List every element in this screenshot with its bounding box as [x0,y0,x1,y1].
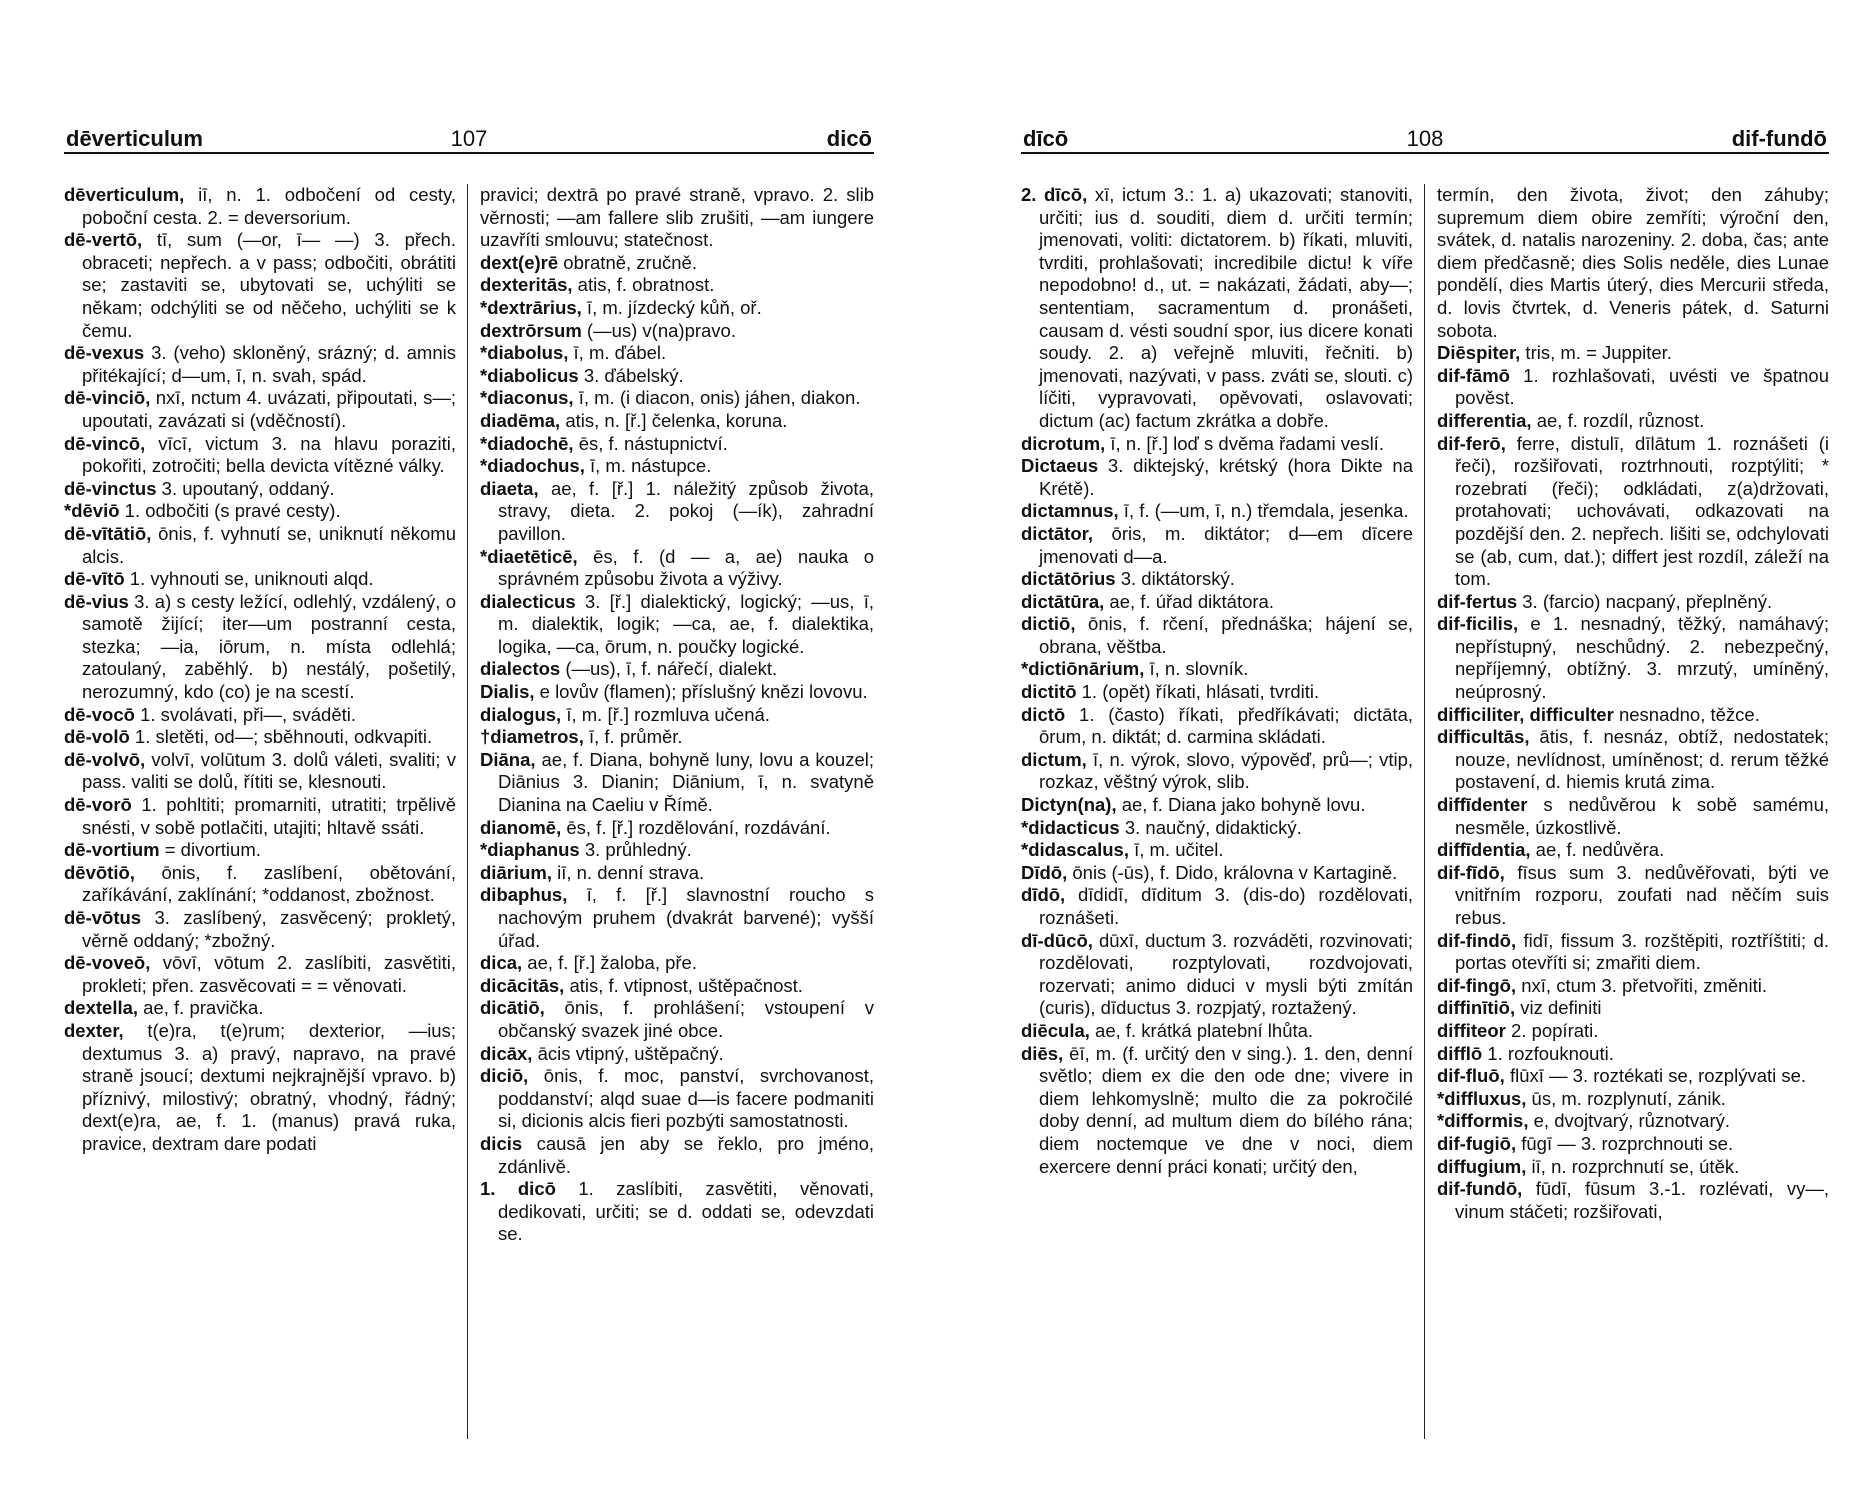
dictionary-entry [480,591,874,659]
entry-headword: dianomē, [480,816,562,838]
entry-headword: difficultās, [1437,726,1530,748]
entry-definition: 1. rozhlašovati, uvésti ve špatnou pověst. [1455,364,1829,409]
entry-definition: tī, sum (—or, ī— —) 3. přech. obraceti; nepřech. a v pass; odbočiti, obrátiti se; zastaviti se, ubytovati se, uchýliti se někam; odchýliti se od něčeho, uchýliti se k čemu. [82,229,456,341]
dictionary-column [480,184,874,1246]
entry-definition: dīdidī, dīditum 3. (dis-do) rozdělovati, roznášeti. [1039,884,1413,928]
entry-definition: t(e)ra, t(e)rum; dexterior, —ius; dextumus 3. a) pravý, napravo, na pravé straně jsoucí; dextumi nejkrajnější vpravo. b) příznivý, milostivý; obratný, vhodný, řádný; dext(e)ra, ae, f. 1. (manus) pravá ruka, pravice, dextram dare podati [82,1019,456,1154]
entry-definition: ēs, f. (d — a, ae) nauka o správném způsobu života a výživy. [498,545,874,590]
running-head-right: dif-fundō [1731,126,1827,151]
entry-definition: atis, f. obratnost. [572,274,715,296]
dictionary-entry [480,433,874,456]
entry-definition: 3. upoutaný, oddaný. [156,477,335,499]
entry-definition: 3. (veho) skloněný, srázný; d. amnis přitékající; d—um, ī, n. svah, spád. [82,342,456,386]
dictionary-entry [1021,613,1413,658]
dictionary-entry [480,320,874,343]
dictionary-entry [480,726,874,749]
dictionary-entry [480,387,874,410]
dictionary-entry [1021,681,1413,704]
dictionary-entry [1437,1065,1829,1088]
running-head-right: dicō [826,126,872,151]
dictionary-column [64,184,456,1156]
entry-headword: diffīdentia, [1437,839,1531,861]
dictionary-entry [1021,658,1413,681]
entry-definition: tris, m. = Juppiter. [1520,342,1672,364]
dictionary-entry [1021,568,1413,591]
dictionary-entry [1437,1020,1829,1043]
dictionary-entry [64,433,456,478]
entry-headword: dica, [480,952,523,974]
entry-definition: 1. sletěti, od—; sběhnouti, odkvapiti. [129,726,433,748]
entry-definition: 1. zaslíbiti, zasvětiti, věnovati, dedikovati, určiti; se d. oddati se, odevzdati se. [498,1178,874,1245]
entry-headword: dictō [1021,703,1066,725]
dictionary-entry [1021,591,1413,614]
entry-definition: e, dvojtvarý, různotvarý. [1528,1110,1731,1132]
dictionary-entry [480,975,874,998]
dictionary-entry [1437,975,1829,998]
entry-headword: *diaphanus [480,839,580,861]
entry-headword: diffīdenter [1437,794,1528,816]
entry-definition: e 1. nesnadný, těžký, namáhavý; nepřístupný, neschůdný. 2. nebezpečný, nepříjemný, obtížný. 3. mrzutý, umíněný, neúprosný. [1455,613,1829,703]
dictionary-entry [480,478,874,546]
entry-definition: ī, m. učitel. [1128,839,1224,861]
dictionary-entry [1437,930,1829,975]
entry-definition: ī, m. (i diacon, onis) jáhen, diakon. [573,387,861,409]
entry-definition: 3. zaslíbený, zasvěcený; prokletý, věrně oddaný; *zbožný. [82,907,456,951]
dictionary-entry [1437,1178,1829,1223]
dictionary-entry [1021,523,1413,568]
entry-definition: 3. naučný, didaktický. [1119,816,1302,838]
entry-definition: ī, f. průměr. [583,726,683,748]
dictionary-entry [480,952,874,975]
dictionary-entry [64,839,456,862]
entry-headword: *didascalus, [1021,839,1129,861]
entry-definition: ī, m. jízdecký kůň, oř. [581,296,762,318]
entry-headword: dif-fingō, [1437,974,1517,996]
dictionary-entry [64,749,456,794]
dictionary-entry [1437,862,1829,930]
entry-definition: ī, f. [ř.] slavnostní roucho s nachovým pruhem (dvakrát barvené); vyšší úřad. [498,884,874,951]
entry-definition: ōnis, f. moc, panství, svrchovanost, poddanství; alqd suae d—is facere podmaniti si, dicionis alcis fieri pozbýti samostatnosti. [498,1065,874,1132]
entry-definition: ae, f. pravička. [138,997,264,1019]
entry-definition: ōnis, f. rčení, přednáška; hájení se, obrana, věštba. [1039,613,1413,657]
dictionary-entry [1021,433,1413,456]
entry-definition: = divortium. [159,839,261,861]
dictionary-entry [1021,1020,1413,1043]
dictionary-entry [480,704,874,727]
dictionary-entry [480,862,874,885]
entry-headword: dēverticulum, [64,184,185,205]
entry-definition: (—us) v(na)pravo. [581,319,736,341]
entry-headword: *dictiōnārium, [1021,658,1145,680]
entry-headword: *dēviō [64,500,120,522]
dictionary-entry [64,478,456,501]
dictionary-entry [64,726,456,749]
entry-definition: 1. (často) říkati, předříkávati; dictāta, ōrum, n. diktát; d. carmina skládati. [1039,703,1413,748]
dictionary-entry [1021,817,1413,840]
entry-definition: e lovův (flamen); příslušný knězi lovovu. [534,681,868,703]
entry-headword: dialectos [480,658,561,680]
entry-definition: nesnadno, těžce. [1613,703,1760,725]
dictionary-entry [480,274,874,297]
entry-headword: dictātūra, [1021,590,1105,612]
entry-headword: †diametros, [480,726,584,748]
dictionary-entry [1437,1156,1829,1179]
entry-definition: xī, ictum 3.: 1. a) ukazovati; stanoviti, určiti; ius d. souditi, diem d. určiti termín; jmenovati, voliti: dictatorem. b) říkati, mluviti, tvrditi, prohlašovati; incredibile dictu! k víře nepodobno! d., ut. = nakázati, žádati, aby—; sententiam, sacramentum d. pronášeti, causam d. vésti soudní spor, ius dicere konati soudy. 2. a) veřejně mluviti, řečniti. b) jmenovati, nazývati, v pass. zváti se, slouti. c) líčiti, vypravovati, opěvovati, oslavovati; dictum (ac) factum zkrátka a dobře. [1039,184,1413,431]
entry-headword: dē-vertō, [64,229,143,251]
dictionary-entry [1021,862,1413,885]
entry-definition: 1. odbočiti (s pravé cesty). [119,500,341,522]
entry-headword: *difformis, [1437,1110,1529,1132]
entry-definition: vīcī, victum 3. na hlavu poraziti, pokořiti, zotročiti; bella devicta vítězné války. [82,432,456,477]
dictionary-column [1437,184,1829,1223]
entry-headword: dif-ferō, [1437,432,1506,454]
running-head-left: dēverticulum [66,126,203,151]
entry-headword: *diaetēticē, [480,545,578,567]
entry-definition: 1. pohltiti; promarniti, utratiti; trpělivě snésti, v sobě potlačiti, utajiti; hltavě ssáti. [82,794,456,838]
entry-headword: *dextrārius, [480,296,582,318]
entry-definition: ēs, f. nástupnictví. [573,432,728,454]
dictionary-entry [480,658,874,681]
dictionary-entry [480,546,874,591]
dictionary-entry [480,184,874,252]
entry-headword: dictum, [1021,748,1087,770]
entry-headword: dictātōrius [1021,568,1116,590]
dictionary-entry [64,862,456,907]
entry-headword: dē-vincō, [64,432,146,454]
entry-headword: dif-ficilis, [1437,613,1519,635]
entry-headword: dē-volō [64,726,130,748]
dictionary-column [1021,184,1413,1178]
entry-definition: iī, n. denní strava. [551,861,705,883]
entry-definition: nxī, ctum 3. přetvořiti, změniti. [1516,974,1767,996]
dictionary-entry [1437,613,1829,703]
entry-headword: 2. dīcō, [1021,184,1088,205]
entry-definition: causā jen aby se řeklo, pro jméno, zdánlivě. [498,1132,874,1177]
entry-definition: ātis, f. nesnáz, obtíž, nedostatek; nouze, nevlídnost, umíněnost; d. rerum těžké postavení, d. hiemis krutá zima. [1455,726,1829,793]
entry-headword: *didacticus [1021,816,1120,838]
entry-headword: diffinītiō, [1437,997,1516,1019]
entry-headword: dīdō, [1021,884,1066,906]
entry-definition: pravici; dextrā po pravé straně, vpravo. 2. slib věrnosti; —am fallere slib zrušiti, —am iungere uzavříti smlouvu; statečnost. [480,184,874,251]
entry-definition: fūdī, fūsum 3.-1. rozlévati, vy—, vinum stáčeti; rozšiřovati, [1455,1178,1829,1222]
dictionary-entry [1021,749,1413,794]
entry-headword: *diabolicus [480,364,579,386]
entry-definition: ī, n. slovník. [1144,658,1249,680]
entry-definition: termín, den života, život; den záhuby; supremum diem obire zemříti; výroční den, svátek, d. natalis narozeniny. 2. doba, čas; ante diem předčasně; dies Solis neděle, dies Lunae pondělí, dies Martis úterý, dies Mercurii středa, d. lovis čtvrtek, d. Veneris pátek, d. Saturni sobota. [1437,184,1829,341]
entry-headword: dē-vinctus [64,477,157,499]
entry-headword: dicācitās, [480,974,565,996]
entry-definition: nxī, nctum 4. uvázati, připoutati, s—; upoutati, zavázati si (vděčností). [82,387,456,431]
dictionary-entry [1437,1110,1829,1133]
entry-definition: 1. rozfouknouti. [1482,1042,1614,1064]
entry-definition: 3. diktejský, krétský (hora Dikte na Krétě). [1039,455,1413,499]
entry-definition: iī, n. 1. odbočení od cesty, poboční cesta. 2. = deversorium. [82,184,456,228]
entry-headword: dexter, [64,1019,124,1041]
entry-definition: ae, f. Diana, bohyně luny, lovu a kouzel; Diānius 3. Dianin; Diānium, ī, n. svatyně Dianina na Caeliu v Římě. [498,748,874,816]
entry-headword: dē-vītō [64,568,125,590]
entry-headword: diadēma, [480,409,561,431]
entry-definition: 3. ďábelský. [578,364,684,386]
entry-definition: ī, n. [ř.] loď s dvěma řadami veslí. [1105,432,1384,454]
dictionary-entry [1021,1043,1413,1179]
dictionary-entry [64,997,456,1020]
dictionary-entry [1437,410,1829,433]
dictionary-entry [64,500,456,523]
entry-definition: ōnis (-ūs), f. Dido, královna v Kartagině. [1067,861,1398,883]
entry-headword: dictamnus, [1021,500,1119,522]
entry-headword: dif-fluō, [1437,1065,1505,1087]
entry-definition: ēī, m. (f. určitý den v sing.). 1. den, denní světlo; diem ex die den ode dne; vivere in diem lehkomyslně; multo die za pokročilé doby denní, ad multum diem do bílého rána; diem noctemque ve dne v noci, diem exercere denní práci konati; určitý den, [1039,1042,1413,1177]
page-number: 107 [450,126,488,151]
entry-headword: dif-fundō, [1437,1178,1523,1200]
dictionary-entry [480,749,874,817]
entry-headword: dictiō, [1021,613,1076,635]
entry-headword: difflō [1437,1042,1483,1064]
entry-definition: ae, f. nedůvěra. [1530,839,1665,861]
dictionary-entry [480,817,874,840]
entry-definition: ferre, distulī, dīlātum 1. roznášeti (i řeči), rozšiřovati, roztrhnouti, rozptýliti; * rozebrati (řeči); odkládati, z(a)držovati, protahovati; uchovávati, odkazovati na pozdější den. 2. nepřech. lišiti se, odchylovati se (ab, cum, dat.); differt jest rozdíl, záleží na tom. [1455,432,1829,590]
entry-definition: viz definiti [1515,997,1602,1019]
dictionary-entry [64,1020,456,1156]
dictionary-entry [480,1065,874,1133]
entry-headword: dē-vorō [64,794,132,816]
entry-definition: ī, m. [ř.] rozmluva učená. [561,703,770,725]
entry-headword: dē-vexus [64,342,145,364]
dictionary-entry [64,568,456,591]
entry-definition: ēs, f. [ř.] rozdělování, rozdávání. [561,816,831,838]
dictionary-entry [64,184,456,229]
entry-definition: ae, f. [ř.] žaloba, pře. [522,952,697,974]
dictionary-entry [1437,704,1829,727]
entry-definition: ae, f. rozdíl, různost. [1531,409,1705,431]
entry-headword: diffugium, [1437,1155,1527,1177]
entry-definition: flūxī — 3. roztékati se, rozplývati se. [1504,1065,1807,1087]
dictionary-entry [64,387,456,432]
entry-definition: ī, f. (—um, ī, n.) třemdala, jesenka. [1118,500,1409,522]
entry-headword: differentia, [1437,409,1532,431]
entry-headword: dibaphus, [480,884,568,906]
right-page [929,0,1858,1500]
entry-definition: 1. svolávati, při—, sváděti. [134,703,356,725]
dictionary-entry [64,342,456,387]
entry-definition: ae, f. Diana jako bohyně lovu. [1116,794,1366,816]
dictionary-entry [64,952,456,997]
entry-definition: iī, n. rozprchnutí se, útěk. [1526,1155,1740,1177]
dictionary-entry [1021,500,1413,523]
dictionary-entry [480,252,874,275]
entry-definition: fidī, fissum 3. rozštěpiti, roztříštiti; d. portas otevříti si; zmařiti diem. [1455,929,1829,974]
dictionary-entry [1021,704,1413,749]
dictionary-entry [480,410,874,433]
entry-headword: Diēspiter, [1437,342,1521,364]
dictionary-entry [64,523,456,568]
entry-headword: dif-fīdō, [1437,861,1505,883]
dictionary-entry [1437,726,1829,794]
entry-headword: Dialis, [480,681,535,703]
entry-definition: atis, n. [ř.] čelenka, koruna. [560,409,788,431]
entry-headword: Dictyn(na), [1021,794,1117,816]
entry-headword: dē-vortium [64,839,160,861]
dictionary-entry [480,1133,874,1178]
entry-definition: ī, n. výrok, slovo, výpověď, prů—; vtip, rozkaz, věštný výrok, slib. [1039,748,1413,793]
dictionary-entry [1021,839,1413,862]
dictionary-entry [1021,930,1413,1020]
entry-headword: dē-voveō, [64,952,151,974]
dictionary-entry [1021,794,1413,817]
entry-headword: dēvōtiō, [64,861,135,883]
entry-headword: dē-vius [64,590,129,612]
entry-definition: (—us), ī, f. nářečí, dialekt. [560,658,778,680]
dictionary-entry [480,455,874,478]
dictionary-entry [1437,1088,1829,1111]
page-header [1021,126,1829,154]
dictionary-entry [1021,884,1413,929]
dictionary-entry [480,1043,874,1066]
entry-headword: dif-findō, [1437,929,1517,951]
entry-headword: diēs, [1021,1042,1064,1064]
dictionary-entry [1437,365,1829,410]
entry-headword: dext(e)rē [480,251,559,273]
entry-definition: 3. a) s cesty ležící, odlehlý, vzdálený, o samotě žijící; iter—um postranní cesta, stezka; —ia, iōrum, n. místa odlehlá; zatoulaný, zaběhlý. b) nestálý, pošetilý, nerozumný, kdo (co) je na scestí. [82,590,456,703]
dictionary-entry [480,681,874,704]
entry-headword: *diabolus, [480,342,569,364]
dictionary-entry [64,229,456,342]
entry-definition: 3. (farcio) nacpaný, přeplněný. [1517,590,1773,612]
entry-definition: ōris, m. diktátor; d—em dīcere jmenovati d—a. [1039,522,1413,567]
entry-headword: diffiteor [1437,1019,1506,1041]
dictionary-entry [480,342,874,365]
dictionary-entry [1021,184,1413,433]
entry-headword: diārium, [480,861,552,883]
entry-headword: dextella, [64,997,139,1019]
entry-definition: fīsus sum 3. nedůvěřovati, býti ve vnitřním rozporu, zoufati nad něčím suis rebus. [1455,861,1829,928]
entry-headword: dē-vōtus [64,907,142,928]
dictionary-entry [1437,184,1829,342]
entry-headword: 1. dicō [480,1178,556,1200]
dictionary-entry [480,365,874,388]
entry-headword: dextrōrsum [480,319,582,341]
dictionary-entry [1437,794,1829,839]
dictionary-entry [480,839,874,862]
entry-definition: ōnis, f. prohlášení; vstoupení v občanský svazek jiné obce. [498,997,874,1041]
entry-headword: dicis [480,1132,523,1154]
dictionary-entry [480,997,874,1042]
dictionary-entry [480,884,874,952]
entry-definition: obratně, zručně. [558,251,697,273]
entry-headword: Dictaeus [1021,455,1099,477]
entry-headword: Dīdō, [1021,861,1068,883]
entry-definition: ūs, m. rozplynutí, zánik. [1526,1087,1726,1109]
entry-definition: ōnis, f. zaslíbení, obětování, zaříkávání, zaklínání; *oddanost, zbožnost. [82,861,456,906]
entry-headword: dicrotum, [1021,432,1106,454]
entry-headword: *diaconus, [480,387,574,409]
dictionary-entry [1437,1043,1829,1066]
dictionary-entry [1437,997,1829,1020]
entry-definition: 3. diktátorský. [1115,568,1235,590]
entry-headword: dif-fertus [1437,590,1518,612]
entry-definition: ācis vtipný, uštěpačný. [532,1042,724,1064]
dictionary-entry [480,1178,874,1246]
entry-definition: vōvī, vōtum 2. zaslíbiti, zasvětiti, prokleti; přen. zasvěcovati = = věnovati. [82,952,456,996]
dictionary-entry [64,907,456,952]
column-divider [1424,184,1425,1439]
entry-headword: *diffluxus, [1437,1087,1527,1109]
dictionary-entry [64,704,456,727]
entry-headword: dif-fugiō, [1437,1132,1517,1154]
entry-definition: fūgī — 3. rozprchnouti se. [1516,1132,1734,1154]
entry-definition: s nedůvěrou k sobě samému, nesměle, úzkostlivě. [1455,794,1829,838]
entry-definition: 2. popírati. [1505,1019,1599,1041]
entry-definition: ae, f. krátká platební lhůta. [1089,1019,1314,1041]
entry-headword: dialogus, [480,703,562,725]
entry-headword: dialecticus [480,590,576,612]
entry-definition: ī, m. nástupce. [584,455,712,477]
dictionary-entry [1021,455,1413,500]
dictionary-entry [1437,342,1829,365]
entry-definition: 1. (opět) říkati, hlásati, tvrditi. [1076,681,1320,703]
column-divider [467,184,468,1439]
dictionary-entry [1437,839,1829,862]
entry-headword: dē-vinciō, [64,387,151,409]
page-number: 108 [1406,126,1444,151]
dictionary-entry [1437,1133,1829,1156]
entry-headword: *diadochus, [480,455,585,477]
entry-headword: diciō, [480,1065,529,1087]
entry-definition: 3. průhledný. [579,839,692,861]
entry-definition: ae, f. [ř.] 1. náležitý způsob života, stravy, dieta. 2. pokoj (—ík), zahradní pavillon. [498,477,874,544]
entry-definition: ī, m. ďábel. [568,342,667,364]
running-head-left: dīcō [1023,126,1069,151]
entry-definition: volvī, volūtum 3. dolů váleti, svaliti; v pass. valiti se dolů, řítiti se, klesnouti. [82,748,456,793]
entry-headword: diēcula, [1021,1019,1090,1041]
entry-headword: difficiliter, difficulter [1437,703,1614,725]
dictionary-entry [480,297,874,320]
entry-headword: dictitō [1021,681,1077,703]
entry-headword: dictātor, [1021,522,1093,544]
entry-definition: 1. vyhnouti se, uniknouti alqd. [124,568,374,590]
entry-definition: dūxī, ductum 3. rozváděti, rozvinovati; rozdělovati, rozptylovati, rozdvojovati, rozervati; animo diduci v mysli býti zmítán (curis), dīductus 3. rozpjatý, roztažený. [1039,929,1413,1019]
dictionary-entry [1437,433,1829,591]
entry-definition: ōnis, f. vyhnutí se, uniknutí někomu alcis. [82,522,456,567]
entry-headword: dexteritās, [480,274,573,296]
entry-definition: ae, f. úřad diktátora. [1104,590,1274,612]
entry-headword: dicāx, [480,1042,533,1064]
entry-headword: Diāna, [480,748,536,770]
entry-definition: 3. [ř.] dialektický, logický; —us, ī, m. dialektik, logik; —ca, ae, f. dialektika, logika, —ca, ōrum, n. poučky logické. [498,590,874,657]
entry-headword: dē-vocō [64,703,135,725]
entry-headword: diaeta, [480,477,539,499]
entry-definition: atis, f. vtipnost, uštěpačnost. [564,974,803,996]
entry-headword: dicātiō, [480,997,545,1019]
entry-headword: *diadochē, [480,432,574,454]
dictionary-entry [64,591,456,704]
dictionary-entry [64,794,456,839]
entry-headword: dī-dūcō, [1021,929,1093,951]
entry-headword: dē-volvō, [64,748,146,770]
entry-headword: dē-vītātiō, [64,522,152,544]
entry-headword: dif-fāmō [1437,364,1510,386]
page-header [64,126,874,154]
dictionary-entry [1437,591,1829,614]
